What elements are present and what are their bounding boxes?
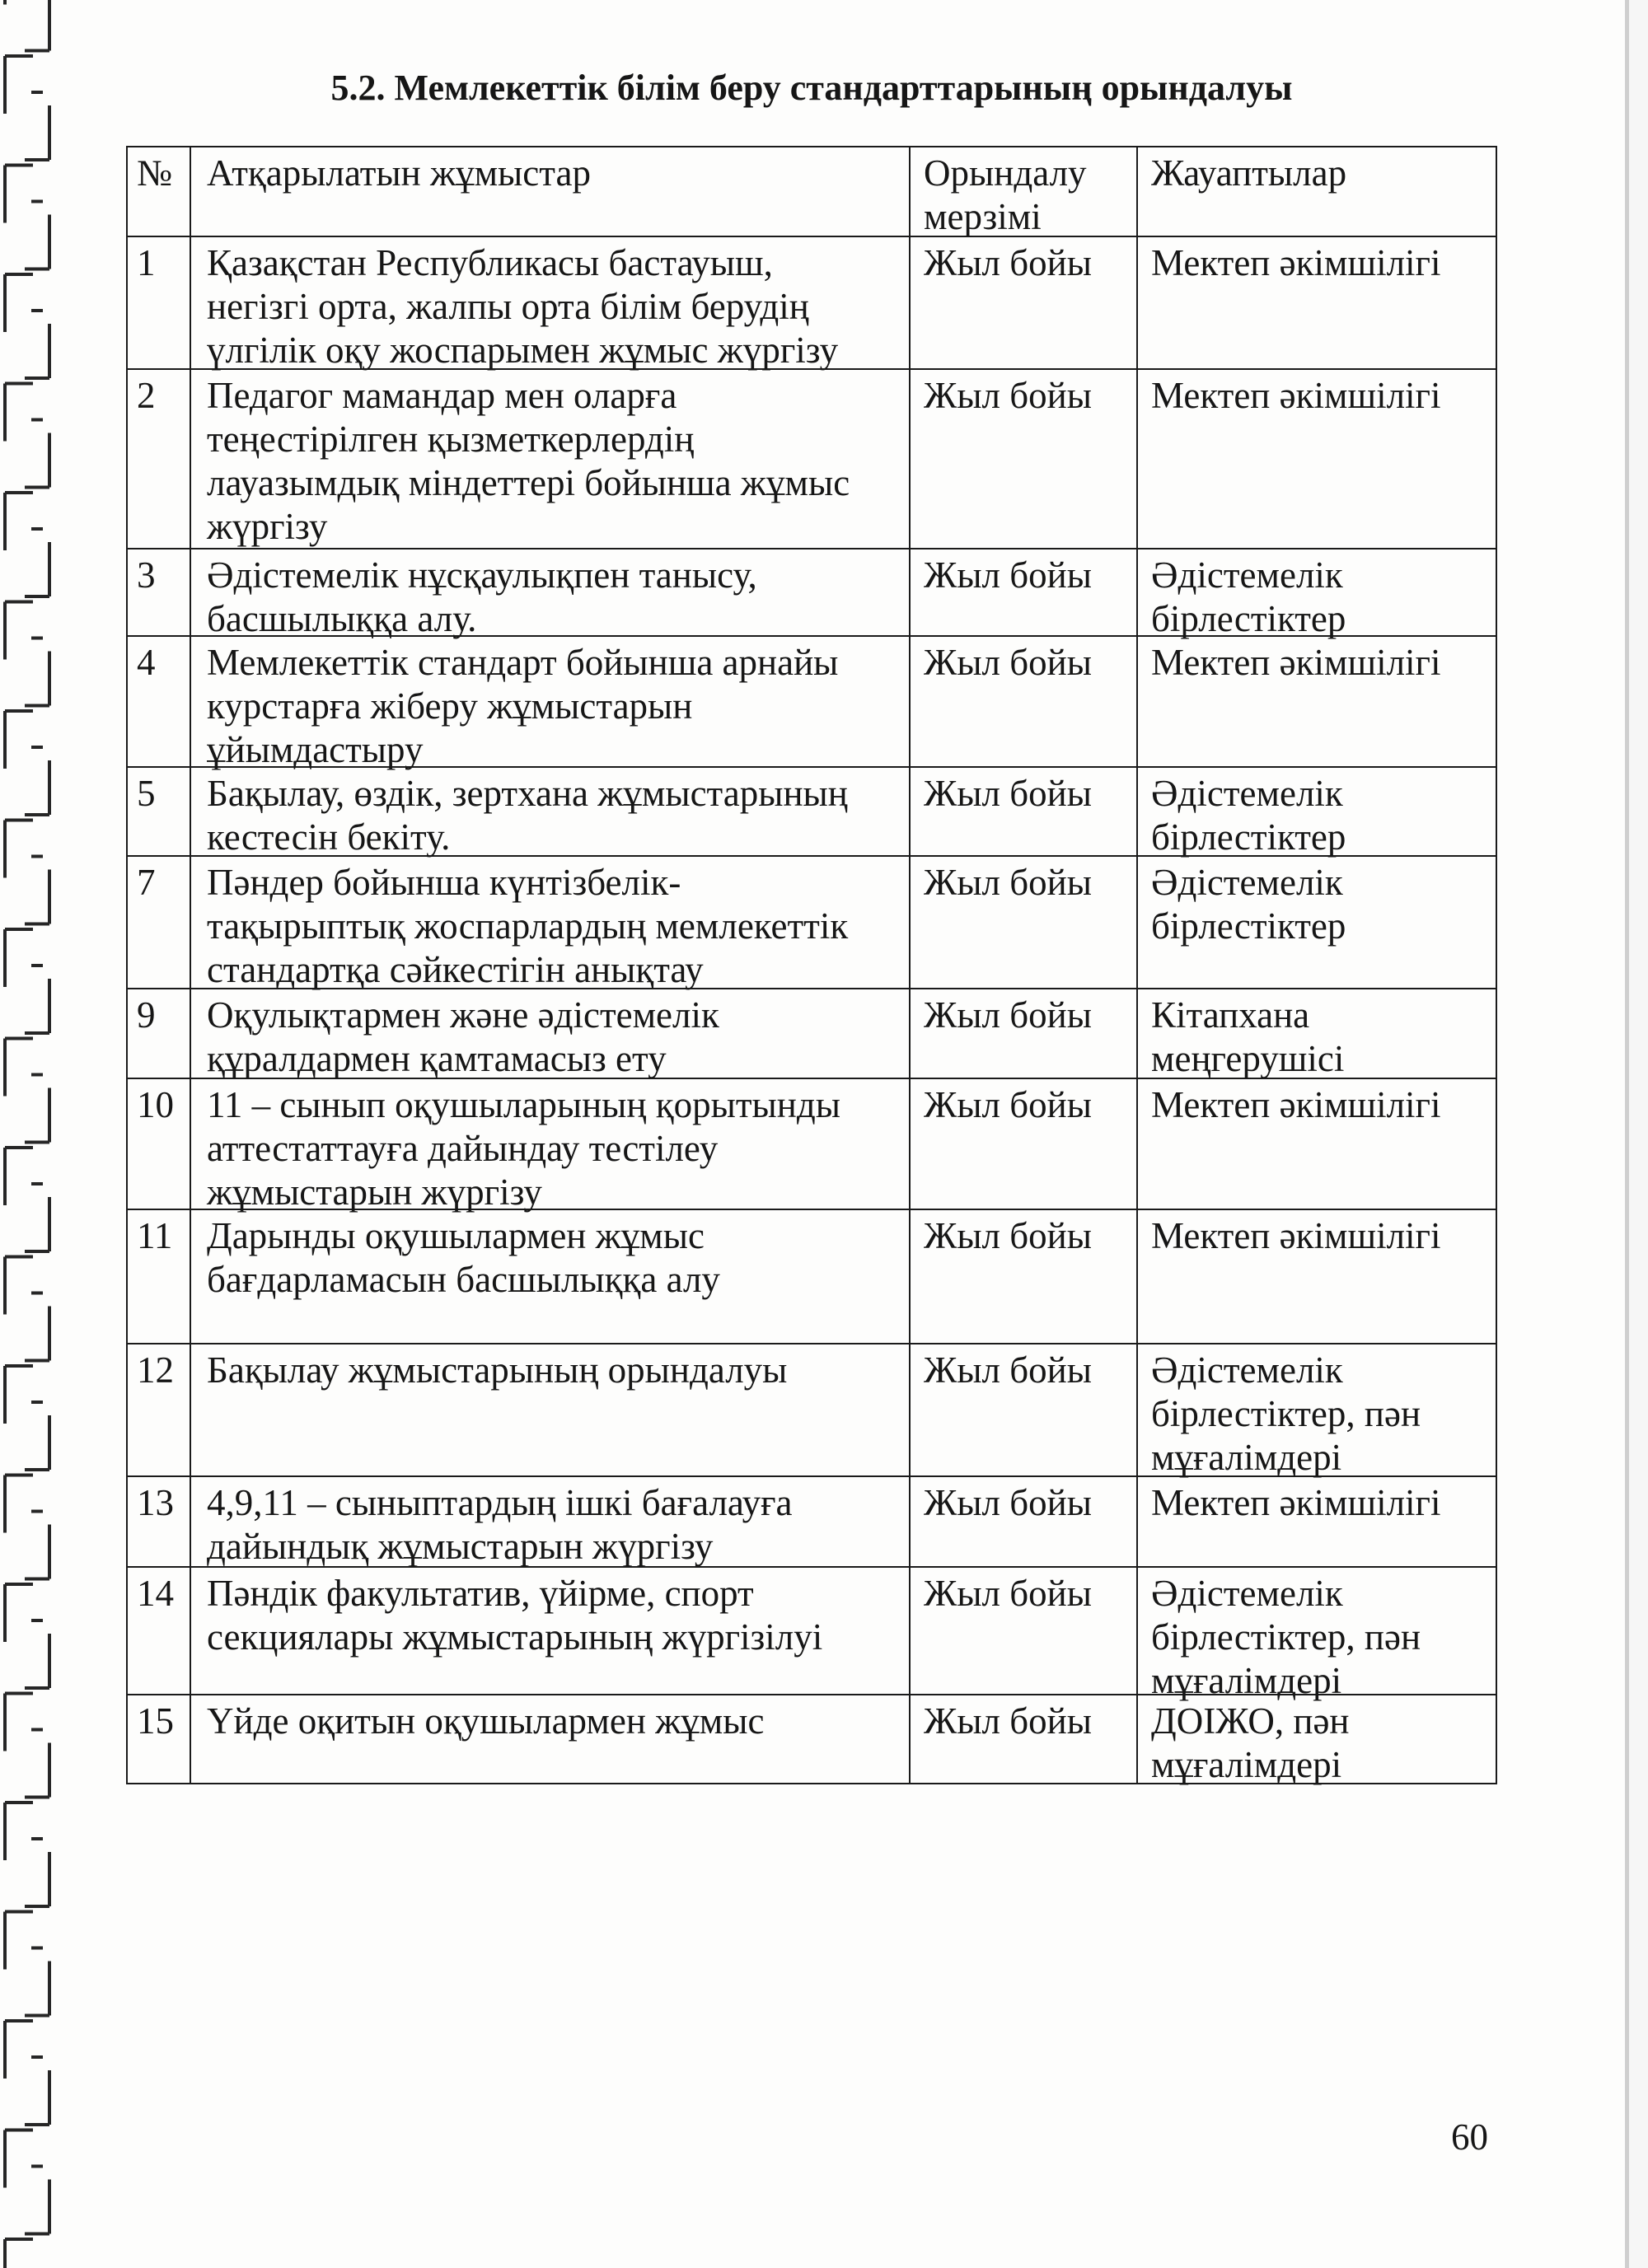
responsible-cell: Әдістемелік бірлестіктер, пән мұғалімдері [1138,1344,1497,1477]
task-cell: Қазақстан Республикасы бастауыш, негізгі орта, жалпы орта білім берудің үлгілік оқу жоспарымен жұмыс жүргізу [191,237,911,370]
row-number-cell: 11 [128,1210,191,1344]
row-number-cell: 5 [128,768,191,857]
header-responsible: Жауаптылар [1138,147,1497,237]
table-body [128,237,1497,1784]
task-cell: Пәндік факультатив, үйірме, спорт секциялары жұмыстарының жүргізілуі [191,1568,911,1695]
responsible-cell: Әдістемелік бірлестіктер [1138,768,1497,857]
row-number-cell: 14 [128,1568,191,1695]
table-row [128,549,1497,637]
deadline-cell: Жыл бойы [911,237,1138,370]
responsible-cell: Мектеп әкімшілігі [1138,1477,1497,1568]
table-row [128,1695,1497,1784]
table-row [128,1344,1497,1477]
row-number-cell: 1 [128,237,191,370]
task-cell: Үйде оқитын оқушылармен жұмыс [191,1695,911,1784]
deadline-cell: Жыл бойы [911,989,1138,1079]
row-number-cell: 10 [128,1079,191,1210]
table-row [128,1568,1497,1701]
table-row [128,237,1497,370]
table-row [128,989,1497,1079]
responsible-cell: Мектеп әкімшілігі [1138,1079,1497,1210]
table-row [128,1079,1497,1213]
header-deadline: Орындалу мерзімі [911,147,1138,237]
deadline-cell: Жыл бойы [911,370,1138,549]
table-row [128,768,1497,857]
row-number-cell: 7 [128,857,191,989]
deadline-cell: Жыл бойы [911,857,1138,989]
deadline-cell: Жыл бойы [911,1695,1138,1784]
task-cell: Мемлекеттік стандарт бойынша арнайы курстарға жіберу жұмыстарын ұйымдастыру [191,637,911,768]
task-cell: Әдістемелік нұсқаулықпен танысу, басшылыққа алу. [191,549,911,637]
deadline-cell: Жыл бойы [911,1477,1138,1568]
task-cell: Оқулықтармен және әдістемелік құралдармен қамтамасыз ету [191,989,911,1079]
responsible-cell: Мектеп әкімшілігі [1138,1210,1497,1344]
task-cell: 4,9,11 – сыныптардың ішкі бағалауға дайындық жұмыстарын жүргізу [191,1477,911,1568]
binding-marks [0,0,59,2268]
page-number: 60 [1451,2116,1488,2158]
responsible-cell: Әдістемелік бірлестіктер [1138,549,1497,637]
row-number-cell: 13 [128,1477,191,1568]
task-cell: Педагог мамандар мен оларға теңестірілген қызметкерлердің лауазымдық міндеттері бойынша жұмыс жүргізу [191,370,911,549]
task-cell: Бақылау жұмыстарының орындалуы [191,1344,911,1477]
activities-table [126,146,1497,1784]
task-cell: Пәндер бойынша күнтізбелік- тақырыптық жоспарлардың мемлекеттік стандартқа сәйкестігін анықтау [191,857,911,989]
row-number-cell: 15 [128,1695,191,1784]
row-number-cell: 3 [128,549,191,637]
responsible-cell: Мектеп әкімшілігі [1138,637,1497,768]
task-cell: Дарынды оқушылармен жұмыс бағдарламасын басшылыққа алу [191,1210,911,1344]
deadline-cell: Жыл бойы [911,1344,1138,1477]
table-row [128,1477,1497,1568]
responsible-cell: Мектеп әкімшілігі [1138,370,1497,549]
deadline-cell: Жыл бойы [911,1568,1138,1695]
responsible-cell: Мектеп әкімшілігі [1138,237,1497,370]
responsible-cell: Кітапхана меңгерушісі [1138,989,1497,1079]
deadline-cell: Жыл бойы [911,637,1138,768]
table-row [128,637,1497,768]
deadline-cell: Жыл бойы [911,768,1138,857]
responsible-cell: Әдістемелік бірлестіктер [1138,857,1497,989]
table-row [128,857,1497,989]
deadline-cell: Жыл бойы [911,549,1138,637]
row-number-cell: 9 [128,989,191,1079]
spiral-binding [0,0,59,2268]
row-number-cell: 4 [128,637,191,768]
task-cell: Бақылау, өздік, зертхана жұмыстарының кестесін бекіту. [191,768,911,857]
section-title: 5.2. Мемлекеттік білім беру стандарттарының орындалуы [330,68,1293,108]
header-number: № [128,147,191,237]
row-number-cell: 12 [128,1344,191,1477]
page-edge-margin [1629,0,1648,2268]
task-cell: 11 – сынып оқушыларының қорытынды аттестаттауға дайындау тестілеу жұмыстарын жүргізу [191,1079,911,1210]
table-header-row [128,147,1497,237]
responsible-cell: ДОІЖО, пән мұғалімдері [1138,1695,1497,1784]
table-row [128,370,1497,549]
deadline-cell: Жыл бойы [911,1079,1138,1210]
row-number-cell: 2 [128,370,191,549]
responsible-cell: Әдістемелік бірлестіктер, пән мұғалімдері [1138,1568,1497,1695]
header-task: Атқарылатын жұмыстар [191,147,911,237]
deadline-cell: Жыл бойы [911,1210,1138,1344]
table-row [128,1210,1497,1344]
